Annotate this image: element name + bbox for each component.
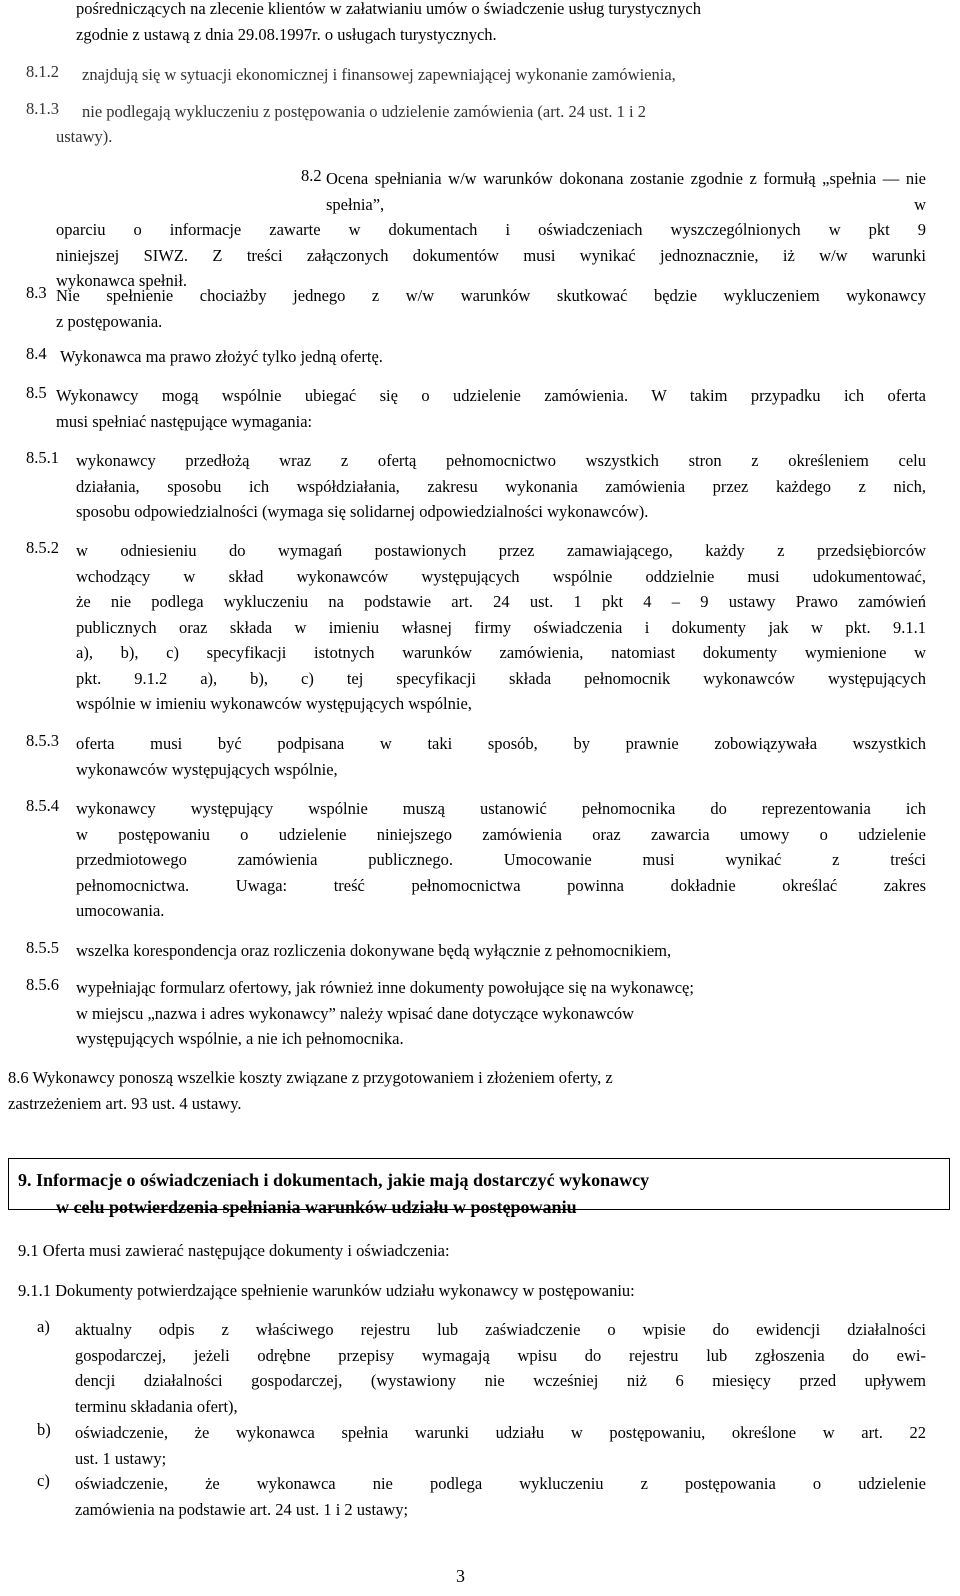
text-line: ustawy). (56, 127, 113, 146)
text-line: w postępowaniu o udzielenie niniejszego zamówienia oraz zawarcia umowy o udzielenie (76, 824, 926, 844)
text-line: pkt. 9.1.2 a), b), c) tej specyfikacji składa pełnomocnik wykonawców występujących (76, 668, 926, 688)
paragraph-8-1-1-continuation (76, 0, 956, 47)
text-line: wszelka korespondencja oraz rozliczenia dokonywane będą wyłącznie z pełnomocnikiem, (76, 941, 672, 960)
text-line: wykonawca spełnił. (56, 271, 188, 290)
paragraph-8-3 (56, 283, 926, 334)
text-line: wykonawców występujących wspólnie, (76, 759, 338, 779)
text-line: sposobu odpowiedzialności (wymaga się solidarnej odpowiedzialności wykonawców). (76, 502, 649, 521)
paragraph-8-1-3 (56, 99, 952, 149)
paragraph-8-4 (60, 344, 920, 370)
paragraph-8-6 (8, 1065, 908, 1116)
text-line: wchodzący w skład wykonawców występujących wspólnie oddzielnie musi udokumentować, (76, 566, 926, 586)
list-item-b (75, 1420, 926, 1471)
text-line: wspólnie w imieniu wykonawców występujących wspólnie, (76, 694, 472, 713)
text-line: 9.1.1 Dokumenty potwierdzające spełnienie warunków udziału wykonawcy w postępowaniu: (18, 1281, 635, 1300)
paragraph-8-5 (56, 383, 926, 434)
text-line: 9.1 Oferta musi zawierać następujące dokumenty i oświadczenia: (18, 1241, 450, 1260)
text-line: Ocena spełniania w/w warunków dokonana zostanie zgodnie z formułą „spełnia — nie spełnia”, w (326, 169, 926, 214)
text-line: pełnomocnictwa. Uwaga: treść pełnomocnictwa powinna dokładnie określać zakres (76, 875, 926, 895)
text-line: publicznych oraz składa w imieniu własnej firmy oświadczenia i dokumenty jak w pkt. 9.1.1 (76, 617, 926, 637)
text-line: oparciu o informacje zawarte w dokumentach i oświadczeniach wyszczególnionych w pkt 9 (56, 220, 926, 239)
paragraph-9-1 (18, 1238, 918, 1264)
text-line: terminu składania ofert), (75, 1396, 238, 1416)
text-line: pośredniczących na zlecenie klientów w załatwianiu umów o świadczenie usług turystycznych (76, 0, 701, 18)
clause-number: 8.1.3 (26, 99, 59, 118)
paragraph-8-2 (56, 166, 926, 294)
text-line: gospodarczej, jeżeli odrębne przepisy wymagają wpisu do rejestru lub zgłoszenia do ewi- (75, 1345, 926, 1365)
clause-number: 8.1.2 (26, 62, 59, 81)
text-line: zgodnie z ustawą z dnia 29.08.1997r. o usługach turystycznych. (76, 24, 497, 44)
text-line: zastrzeżeniem art. 93 ust. 4 ustawy. (8, 1093, 242, 1113)
text-line: Wykonawcy mogą wspólnie ubiegać się o udzielenie zamówienia. W takim przypadku ich oferta (56, 386, 926, 405)
paragraph-9-1-1 (18, 1278, 918, 1304)
text-line: a), b), c) specyfikacji istotnych warunków zamówienia, natomiast dokumenty wymienione w (76, 643, 926, 662)
clause-number: 8.3 (26, 283, 47, 302)
list-item-label: b) (37, 1420, 51, 1439)
list-item-c (75, 1471, 926, 1522)
text-line: wypełniając formularz ofertowy, jak również inne dokumenty powołujące się na wykonawcę; (76, 978, 694, 997)
paragraph-8-5-5 (76, 938, 926, 964)
text-line: dencji działalności gospodarczej, (wystawiony nie wcześniej niż 6 miesięcy przed upływem (75, 1371, 926, 1390)
text-line: niniejszej SIWZ. Z treści załączonych dokumentów musi wynikać jednoznacznie, iż w/w warunki (56, 245, 926, 265)
clause-number: 8.2 (301, 166, 322, 185)
list-item-label: c) (37, 1471, 50, 1490)
text-line: wykonawcy występujący wspólnie muszą ustanowić pełnomocnika do reprezentowania ich (76, 799, 926, 818)
clause-number: 8.5.6 (26, 975, 59, 994)
text-line: nie podlegają wykluczeniu z postępowania o udzielenie zamówienia (art. 24 ust. 1 i 2 (82, 102, 647, 121)
paragraph-8-5-6 (76, 975, 926, 1052)
list-item-a (75, 1317, 926, 1419)
text-line: 8.6 Wykonawcy ponoszą wszelkie koszty związane z przygotowaniem i złożeniem oferty, z (8, 1068, 613, 1087)
text-line: występujących wspólnie, a nie ich pełnomocnika. (76, 1029, 404, 1048)
page-number: 3 (456, 1566, 465, 1586)
clause-number: 8.5.5 (26, 938, 59, 957)
text-line: umocowania. (76, 901, 165, 920)
text-line: Wykonawca ma prawo złożyć tylko jedną ofertę. (60, 347, 383, 366)
text-line: aktualny odpis z właściwego rejestru lub zaświadczenie o wpisie do ewidencji działalności (75, 1320, 926, 1339)
text-line: że nie podlega wykluczeniu na podstawie art. 24 ust. 1 pkt 4 – 9 ustawy Prawo zamówień (76, 592, 926, 611)
text-line: przedmiotowego zamówienia publicznego. Umocowanie musi wynikać z treści (76, 850, 926, 869)
text-line: z postępowania. (56, 311, 163, 331)
text-line: znajdują się w sytuacji ekonomicznej i finansowej zapewniającej wykonanie zamówienia, (82, 65, 676, 84)
section-9-heading-line-2: w celu potwierdzenia spełniania warunków udziału w postępowaniu (56, 1197, 577, 1217)
section-9-heading: 9. Informacje o oświadczeniach i dokumentach, jakie mają dostarczyć wykonawcy (18, 1170, 650, 1190)
text-line: działania, sposobu ich współdziałania, zakresu wykonania zamówienia przez każdego z nich, (76, 476, 926, 496)
text-line: zamówienia na podstawie art. 24 ust. 1 i 2 ustawy; (75, 1499, 409, 1519)
text-line: w miejscu „nazwa i adres wykonawcy” należy wpisać dane dotyczące wykonawców (76, 1003, 635, 1023)
clause-number: 8.4 (26, 344, 47, 363)
text-line: oświadczenie, że wykonawca nie podlega wykluczeniu z postępowania o udzielenie (75, 1474, 926, 1493)
paragraph-8-5-1 (76, 448, 926, 525)
clause-number: 8.5.4 (26, 796, 59, 815)
list-item-label: a) (37, 1317, 50, 1336)
text-line: oferta musi być podpisana w taki sposób, by prawnie zobowiązywała wszystkich (76, 734, 926, 753)
text-line: ust. 1 ustawy; (75, 1448, 167, 1468)
clause-number: 8.5.3 (26, 731, 59, 750)
text-line: musi spełniać następujące wymagania: (56, 411, 313, 431)
clause-number: 8.5.1 (26, 448, 59, 467)
text-line: oświadczenie, że wykonawca spełnia warunki udziału w postępowaniu, określone w art. 22 (75, 1423, 926, 1442)
paragraph-8-5-2 (76, 538, 926, 717)
paragraph-8-5-3 (76, 731, 926, 782)
paragraph-8-5-4 (76, 796, 926, 924)
text-line: Nie spełnienie chociażby jednego z w/w warunków skutkować będzie wykluczeniem wykonawcy (56, 286, 926, 305)
paragraph-8-1-2 (82, 62, 942, 87)
text-line: wykonawcy przedłożą wraz z ofertą pełnomocnictwo wszystkich stron z określeniem celu (76, 451, 926, 470)
clause-number: 8.5.2 (26, 538, 59, 557)
text-line: w odniesieniu do wymagań postawionych przez zamawiającego, każdy z przedsiębiorców (76, 541, 926, 560)
clause-number: 8.5 (26, 383, 47, 402)
